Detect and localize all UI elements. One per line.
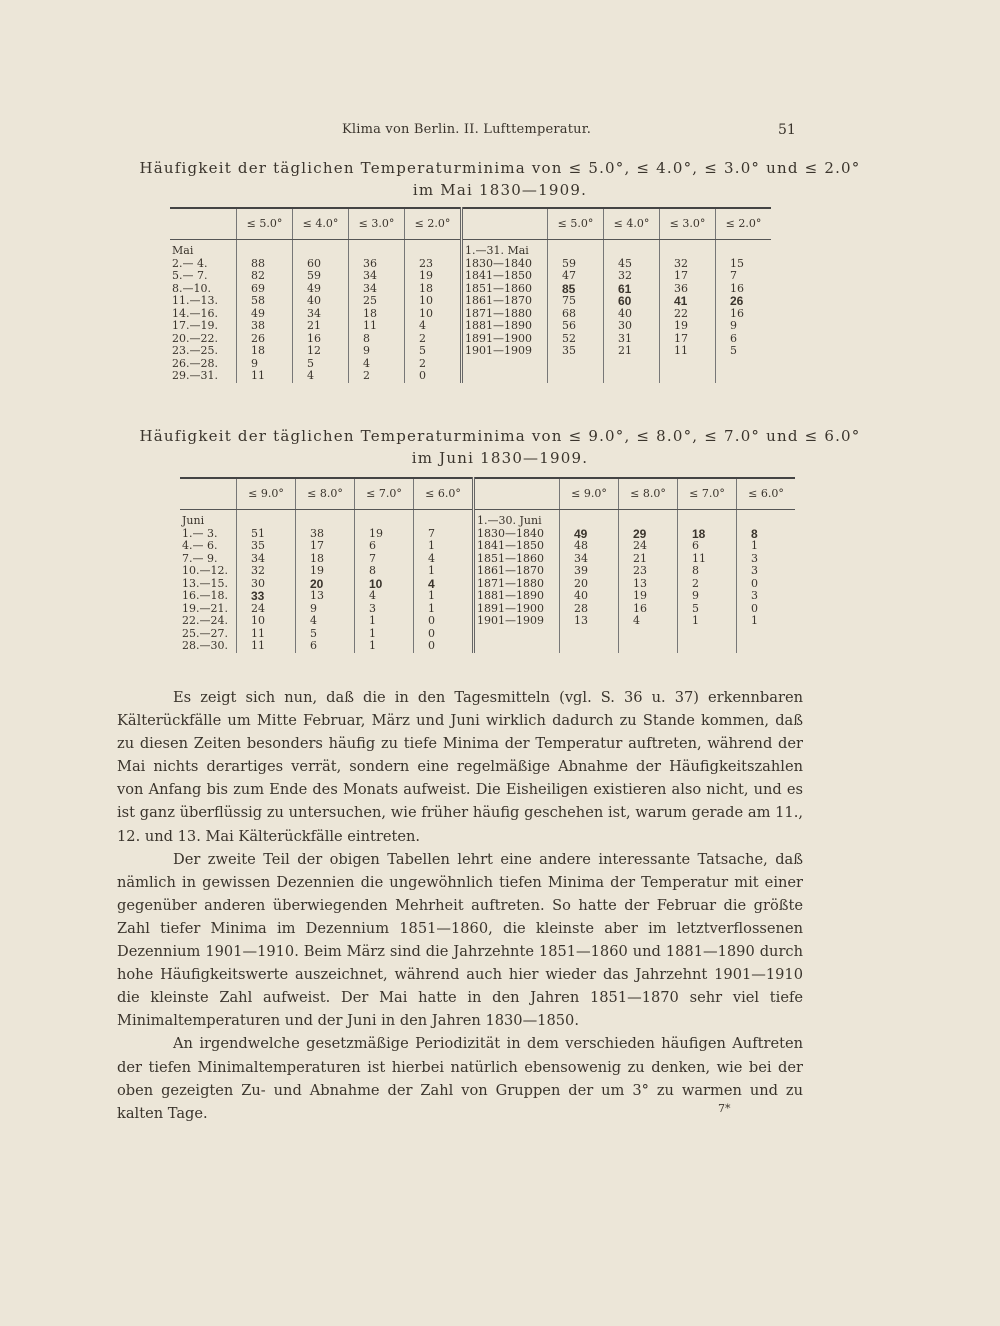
data-cell: 1 — [737, 615, 796, 628]
data-cell: 6 — [678, 540, 737, 553]
data-cell: 19 — [619, 590, 678, 603]
decade-label: 1861—1870 — [462, 295, 548, 308]
empty-cell — [678, 515, 737, 528]
data-cell: 10 — [355, 578, 414, 591]
data-cell: 59 — [548, 258, 604, 271]
data-cell: 3 — [737, 590, 796, 603]
data-cell: 85 — [548, 283, 604, 296]
column-header: ≤ 3.0° — [349, 208, 405, 240]
data-cell: 32 — [604, 270, 660, 283]
data-cell: 8 — [349, 333, 405, 346]
table-row — [180, 565, 795, 578]
data-cell: 40 — [604, 308, 660, 321]
month-label: Juni — [182, 514, 205, 527]
data-cell: 61 — [604, 283, 660, 296]
decade-label — [462, 358, 548, 371]
data-cell: 1 — [414, 590, 474, 603]
data-cell: 30 — [237, 578, 296, 591]
row-label: 26.—28. — [172, 356, 218, 370]
data-cell: 21 — [604, 345, 660, 358]
data-cell: 39 — [560, 565, 619, 578]
empty-cell — [355, 515, 414, 528]
month-label: Mai — [172, 244, 194, 257]
data-cell: 0 — [737, 578, 796, 591]
row-label: 17.—19. — [172, 319, 218, 332]
data-cell: 38 — [296, 528, 355, 541]
table2-title — [0, 425, 1000, 469]
column-header: ≤ 8.0° — [619, 478, 678, 510]
data-cell: 18 — [405, 283, 462, 296]
data-cell — [548, 370, 604, 383]
data-cell: 88 — [237, 258, 293, 271]
data-cell: 49 — [293, 283, 349, 296]
corner-cell — [170, 208, 237, 240]
row-label: 8.—10. — [172, 281, 211, 295]
row-label: 25.—27. — [182, 626, 228, 640]
data-cell: 4 — [414, 553, 474, 566]
data-cell: 40 — [560, 590, 619, 603]
data-cell: 17 — [660, 270, 716, 283]
data-cell: 5 — [405, 345, 462, 358]
data-cell — [548, 358, 604, 371]
page-number: 51 — [778, 122, 796, 138]
empty-cell — [349, 245, 405, 258]
data-cell: 0 — [414, 628, 474, 641]
column-header: ≤ 7.0° — [678, 478, 737, 510]
data-cell: 4 — [414, 578, 474, 591]
data-cell: 34 — [560, 553, 619, 566]
empty-cell — [414, 515, 474, 528]
running-title: Klima von Berlin. II. Lufttemperatur. — [342, 122, 592, 137]
empty-cell — [660, 245, 716, 258]
empty-cell — [604, 245, 660, 258]
data-cell: 1 — [355, 615, 414, 628]
row-label: 2.— 4. — [172, 256, 208, 270]
decade-label: 1841—1850 — [462, 270, 548, 283]
data-cell: 10 — [405, 308, 462, 321]
data-cell — [619, 640, 678, 653]
data-cell: 32 — [237, 565, 296, 578]
row-label: 1.— 3. — [182, 526, 218, 540]
data-cell: 9 — [678, 590, 737, 603]
row-label: 23.—25. — [172, 344, 218, 357]
row-label: 13.—15. — [182, 576, 228, 590]
data-cell: 0 — [414, 640, 474, 653]
column-header: ≤ 2.0° — [405, 208, 462, 240]
data-cell: 9 — [237, 358, 293, 371]
row-label: 16.—18. — [182, 589, 228, 602]
row-label: 5.— 7. — [172, 269, 208, 282]
data-cell: 13 — [296, 590, 355, 603]
data-cell: 7 — [716, 270, 772, 283]
empty-cell — [560, 515, 619, 528]
data-cell: 69 — [237, 283, 293, 296]
data-cell: 34 — [349, 270, 405, 283]
data-cell: 4 — [405, 320, 462, 333]
data-cell — [716, 358, 772, 371]
data-cell: 4 — [349, 358, 405, 371]
data-cell: 9 — [296, 603, 355, 616]
paragraph: Es zeigt sich nun, daß die in den Tagesmitteln (vgl. S. 36 u. 37) erkennbaren Kälterückfälle um Mitte Februar, März und Juni wirklich dadurch zu Stande kommen, daß zu diesen Zeiten besonders häufig zu tiefe Minima der Temperatur auftreten, während der Mai nichts derartiges verrät, sondern eine regelmäßige Abnahme der Häufigkeitszahlen von Anfang bis zum Ende des Monats aufweist. Die Eisheiligen existieren also nicht, und es ist ganz überflüssig zu untersuchen, wie früher häufig geschehen ist, warum gerade am 11., 12. und 13. Mai Kälterückfälle eintreten. — [117, 689, 803, 845]
data-cell: 33 — [237, 590, 296, 603]
table1-title-line1: Häufigkeit der täglichen Temperaturminima von ≤ 5.0°, ≤ 4.0°, ≤ 3.0° und ≤ 2.0° — [139, 159, 861, 177]
separator-cell — [474, 478, 560, 510]
table-row — [180, 628, 795, 641]
row-label: 11.—13. — [172, 294, 218, 307]
data-cell: 48 — [560, 540, 619, 553]
column-header: ≤ 9.0° — [560, 478, 619, 510]
decade-label: 1851—1860 — [474, 553, 560, 566]
empty-cell — [548, 245, 604, 258]
column-header: ≤ 4.0° — [293, 208, 349, 240]
decade-label: 1871—1880 — [474, 578, 560, 591]
data-cell: 2 — [678, 578, 737, 591]
data-cell: 4 — [619, 615, 678, 628]
table1-title — [0, 157, 1000, 201]
row-label: 7.— 9. — [182, 551, 218, 565]
data-cell: 18 — [296, 553, 355, 566]
data-cell — [560, 628, 619, 641]
data-cell — [660, 358, 716, 371]
data-cell: 16 — [619, 603, 678, 616]
data-cell: 19 — [660, 320, 716, 333]
table1 — [170, 207, 771, 383]
signature-mark: 7* — [718, 1102, 731, 1115]
data-cell: 16 — [716, 283, 772, 296]
column-header: ≤ 7.0° — [355, 478, 414, 510]
data-cell: 41 — [660, 295, 716, 308]
table1-title-line2: im Mai 1830—1909. — [412, 181, 588, 199]
empty-cell — [237, 245, 293, 258]
row-label: 29.—31. — [172, 369, 218, 382]
row-label: 4.— 6. — [182, 539, 218, 552]
table-row — [180, 590, 795, 603]
data-cell: 36 — [349, 258, 405, 271]
data-cell — [678, 628, 737, 641]
data-cell: 7 — [355, 553, 414, 566]
row-label: 14.—16. — [172, 306, 218, 320]
table-row — [180, 640, 795, 653]
data-cell: 59 — [293, 270, 349, 283]
data-cell: 11 — [660, 345, 716, 358]
data-cell: 34 — [293, 308, 349, 321]
data-cell: 11 — [678, 553, 737, 566]
data-cell: 2 — [349, 370, 405, 383]
data-cell: 16 — [716, 308, 772, 321]
data-cell: 20 — [560, 578, 619, 591]
data-cell: 5 — [678, 603, 737, 616]
separator-cell — [462, 208, 548, 240]
data-cell: 24 — [619, 540, 678, 553]
decade-label: 1830—1840 — [474, 528, 560, 541]
data-cell: 12 — [293, 345, 349, 358]
decade-label: 1901—1909 — [474, 615, 560, 628]
data-cell: 34 — [349, 283, 405, 296]
table-row — [180, 615, 795, 628]
row-label: 22.—24. — [182, 614, 228, 627]
data-cell: 26 — [716, 295, 772, 308]
data-cell: 8 — [355, 565, 414, 578]
data-cell: 40 — [293, 295, 349, 308]
data-cell: 6 — [716, 333, 772, 346]
table-row — [170, 370, 771, 383]
column-header: ≤ 8.0° — [296, 478, 355, 510]
period-label: 1.—30. Juni — [474, 515, 560, 528]
data-cell: 5 — [296, 628, 355, 641]
column-header: ≤ 6.0° — [414, 478, 474, 510]
data-cell: 8 — [737, 528, 796, 541]
data-cell: 19 — [405, 270, 462, 283]
column-header: ≤ 6.0° — [737, 478, 796, 510]
data-cell — [660, 370, 716, 383]
data-cell: 52 — [548, 333, 604, 346]
body-text — [117, 686, 803, 1125]
data-cell — [737, 640, 796, 653]
empty-cell — [237, 515, 296, 528]
data-cell: 60 — [604, 295, 660, 308]
data-cell: 18 — [237, 345, 293, 358]
table-row — [170, 320, 771, 333]
data-cell: 17 — [660, 333, 716, 346]
decade-label: 1871—1880 — [462, 308, 548, 321]
empty-cell — [405, 245, 462, 258]
data-cell: 25 — [349, 295, 405, 308]
data-cell — [678, 640, 737, 653]
data-cell: 11 — [237, 370, 293, 383]
paragraph: Der zweite Teil der obigen Tabellen lehrt eine andere interessante Tatsache, daß nämlich in gewissen Dezennien die ungewöhnlich tiefen Minima der Temperatur mit einer gegenüber anderen überwiegenden Mehrheit auftreten. So hatte der Februar die größte Zahl tiefer Minima im Dezennium 1851—1860, die kleinste aber im letztverflossenen Dezennium 1901—1910. Beim März sind die Jahrzehnte 1851—1860 und 1881—1890 durch hohe Häufigkeitswerte auszeichnet, während auch hier wieder das Jahrzehnt 1901—1910 die kleinste Zahl aufweist. Der Mai hatte in den Jahren 1851—1870 sehr viel tiefe Minimaltemperaturen und der Juni in den Jahren 1830—1850. — [117, 850, 803, 1030]
data-cell — [716, 370, 772, 383]
data-cell: 21 — [293, 320, 349, 333]
empty-cell — [737, 515, 796, 528]
decade-label — [462, 370, 548, 383]
data-cell: 9 — [349, 345, 405, 358]
data-cell: 18 — [678, 528, 737, 541]
data-cell: 18 — [349, 308, 405, 321]
data-cell: 23 — [405, 258, 462, 271]
data-cell: 22 — [660, 308, 716, 321]
column-header: ≤ 2.0° — [716, 208, 772, 240]
data-cell: 1 — [737, 540, 796, 553]
data-cell: 1 — [414, 565, 474, 578]
column-header: ≤ 4.0° — [604, 208, 660, 240]
table2-title-line2: im Juni 1830—1909. — [411, 449, 589, 467]
data-cell: 24 — [237, 603, 296, 616]
row-label: 10.—12. — [182, 564, 228, 577]
decade-label — [474, 628, 560, 641]
data-cell: 3 — [737, 553, 796, 566]
data-cell: 28 — [560, 603, 619, 616]
data-cell: 45 — [604, 258, 660, 271]
decade-label: 1830—1840 — [462, 258, 548, 271]
data-cell: 68 — [548, 308, 604, 321]
data-cell — [604, 370, 660, 383]
table-row — [170, 270, 771, 283]
data-cell: 4 — [293, 370, 349, 383]
data-cell: 56 — [548, 320, 604, 333]
data-cell: 1 — [678, 615, 737, 628]
data-cell: 49 — [560, 528, 619, 541]
data-cell: 17 — [296, 540, 355, 553]
data-cell: 10 — [405, 295, 462, 308]
data-cell: 2 — [405, 358, 462, 371]
corner-cell — [180, 478, 237, 510]
paragraph: An irgendwelche gesetzmäßige Periodizität in dem verschieden häufigen Auftreten der tiefen Minimaltemperaturen ist hierbei natürlich ebensowenig zu denken, wie bei der oben gezeigten Zu- und Abnahme der Zahl von Gruppen der um 3° zu warmen und zu kalten Tage. — [117, 1035, 803, 1122]
data-cell: 36 — [660, 283, 716, 296]
data-cell: 26 — [237, 333, 293, 346]
table2 — [180, 477, 795, 653]
data-cell: 1 — [355, 640, 414, 653]
data-cell: 10 — [237, 615, 296, 628]
data-cell: 21 — [619, 553, 678, 566]
data-cell: 4 — [355, 590, 414, 603]
data-cell: 4 — [296, 615, 355, 628]
data-cell: 1 — [355, 628, 414, 641]
data-cell: 9 — [716, 320, 772, 333]
period-label: 1.—31. Mai — [462, 245, 548, 258]
column-header: ≤ 5.0° — [237, 208, 293, 240]
data-cell — [619, 628, 678, 641]
data-cell: 16 — [293, 333, 349, 346]
data-cell — [560, 640, 619, 653]
data-cell: 6 — [355, 540, 414, 553]
data-cell: 0 — [405, 370, 462, 383]
data-cell: 1 — [414, 603, 474, 616]
data-cell — [604, 358, 660, 371]
row-label: 28.—30. — [182, 639, 228, 652]
data-cell: 8 — [678, 565, 737, 578]
data-cell — [737, 628, 796, 641]
data-cell: 20 — [296, 578, 355, 591]
data-cell: 82 — [237, 270, 293, 283]
data-cell: 51 — [237, 528, 296, 541]
data-cell: 3 — [737, 565, 796, 578]
data-cell: 0 — [737, 603, 796, 616]
decade-label: 1851—1860 — [462, 283, 548, 296]
decade-label: 1881—1890 — [474, 590, 560, 603]
data-cell: 3 — [355, 603, 414, 616]
data-cell: 60 — [293, 258, 349, 271]
decade-label — [474, 640, 560, 653]
data-cell: 1 — [414, 540, 474, 553]
row-label: 20.—22. — [172, 331, 218, 345]
decade-label: 1861—1870 — [474, 565, 560, 578]
table-row — [170, 295, 771, 308]
data-cell: 5 — [716, 345, 772, 358]
table-row — [170, 345, 771, 358]
data-cell: 30 — [604, 320, 660, 333]
data-cell: 13 — [560, 615, 619, 628]
data-cell: 29 — [619, 528, 678, 541]
column-header: ≤ 5.0° — [548, 208, 604, 240]
row-label: 19.—21. — [182, 601, 228, 615]
data-cell: 11 — [237, 640, 296, 653]
column-header: ≤ 3.0° — [660, 208, 716, 240]
data-cell: 19 — [355, 528, 414, 541]
decade-label: 1881—1890 — [462, 320, 548, 333]
data-cell: 19 — [296, 565, 355, 578]
data-cell: 5 — [293, 358, 349, 371]
data-cell: 75 — [548, 295, 604, 308]
data-cell: 11 — [237, 628, 296, 641]
empty-cell — [716, 245, 772, 258]
table1-grid — [170, 207, 771, 383]
data-cell: 13 — [619, 578, 678, 591]
data-cell: 15 — [716, 258, 772, 271]
data-cell: 31 — [604, 333, 660, 346]
data-cell: 23 — [619, 565, 678, 578]
data-cell: 0 — [414, 615, 474, 628]
decade-label: 1891—1900 — [474, 603, 560, 616]
decade-label: 1891—1900 — [462, 333, 548, 346]
table2-grid — [180, 477, 795, 653]
data-cell: 35 — [548, 345, 604, 358]
table2-title-line1: Häufigkeit der täglichen Temperaturminima von ≤ 9.0°, ≤ 8.0°, ≤ 7.0° und ≤ 6.0° — [139, 427, 861, 445]
data-cell: 47 — [548, 270, 604, 283]
data-cell: 2 — [405, 333, 462, 346]
empty-cell — [619, 515, 678, 528]
decade-label: 1901—1909 — [462, 345, 548, 358]
data-cell: 38 — [237, 320, 293, 333]
empty-cell — [296, 515, 355, 528]
empty-cell — [293, 245, 349, 258]
data-cell: 7 — [414, 528, 474, 541]
data-cell: 49 — [237, 308, 293, 321]
data-cell: 11 — [349, 320, 405, 333]
data-cell: 32 — [660, 258, 716, 271]
decade-label: 1841—1850 — [474, 540, 560, 553]
data-cell: 34 — [237, 553, 296, 566]
data-cell: 58 — [237, 295, 293, 308]
column-header: ≤ 9.0° — [237, 478, 296, 510]
table-row — [180, 540, 795, 553]
data-cell: 6 — [296, 640, 355, 653]
data-cell: 35 — [237, 540, 296, 553]
